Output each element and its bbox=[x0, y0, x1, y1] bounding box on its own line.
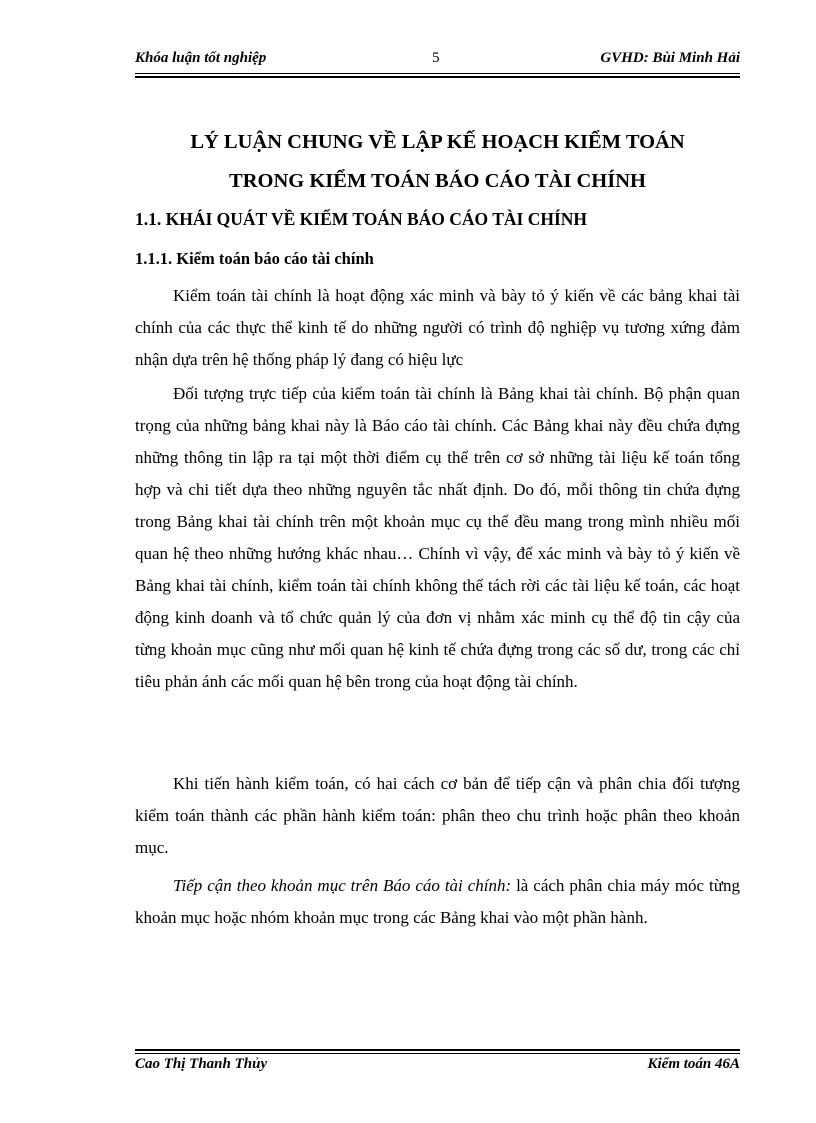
paragraph-1-text: Kiểm toán tài chính là hoạt động xác minh và bày tỏ ý kiến về các bảng khai tài chính của các thực thể kinh tế do những người có trình độ nghiệp vụ tương xứng đảm nhận dựa trên hệ thống pháp lý đang có hiệu lực bbox=[135, 286, 740, 369]
paragraph-2 bbox=[135, 378, 740, 698]
section-heading: 1.1. KHÁI QUÁT VỀ KIỂM TOÁN BÁO CÁO TÀI CHÍNH bbox=[135, 209, 588, 229]
header-supervisor: GVHD: Bùi Minh Hải bbox=[600, 50, 740, 66]
footer-rule-thin bbox=[135, 1053, 740, 1054]
page-header bbox=[135, 48, 740, 72]
paragraph-4 bbox=[135, 870, 740, 934]
paragraph-1 bbox=[135, 280, 740, 376]
paragraph-3 bbox=[135, 768, 740, 864]
paragraph-4-rest: là cách phân chia máy móc từng khoản mục hoặc nhóm khoản mục trong các Bảng khai vào một phần hành. bbox=[135, 876, 740, 927]
paragraph-4-text bbox=[135, 870, 740, 934]
paragraph-2-text: Đối tượng trực tiếp của kiểm toán tài chính là Bảng khai tài chính. Bộ phận quan trọng của những bảng khai này là Báo cáo tài chính. Các Bảng khai này đều chứa đựng những thông tin lập ra tại một thời điểm cụ thể trên cơ sở những tài liệu kế toán tổng hợp và chi tiết dựa theo những nguyên tắc nhất định. Do đó, mỗi thông tin chứa đựng trong Bảng khai tài chính trên một khoản mục cụ thể đều mang trong mình nhiều mối quan hệ theo những hướng khác nhau… Chính vì vậy, để xác minh và bày tỏ ý kiến về Bảng khai tài chính, kiểm toán tài chính không thể tách rời các tài liệu kế toán, các hoạt động kinh doanh và tổ chức quản lý của đơn vị nhằm xác minh cụ thể độ tin cậy của từng khoản mục cũng như mối quan hệ kinh tế chứa đựng trong các số dư, trong các chỉ tiêu phản ánh các mối quan hệ bên trong của hoạt động tài chính. bbox=[135, 384, 740, 691]
paragraph-4-italic-lead: Tiếp cận theo khoản mục trên Báo cáo tài chính: bbox=[173, 876, 512, 895]
header-rule-thin bbox=[135, 73, 740, 74]
footer-author: Cao Thị Thanh Thủy bbox=[135, 1056, 268, 1072]
header-thesis-label: Khóa luận tốt nghiệp bbox=[135, 50, 267, 66]
header-page-number: 5 bbox=[432, 50, 440, 66]
paragraph-3-text: Khi tiến hành kiểm toán, có hai cách cơ bản để tiếp cận và phân chia đối tượng kiểm toán thành các phần hành kiểm toán: phân theo chu trình hoặc phân theo khoản mục. bbox=[135, 774, 740, 857]
footer-class: Kiểm toán 46A bbox=[647, 1056, 740, 1072]
subsection-heading: 1.1.1. Kiểm toán báo cáo tài chính bbox=[135, 249, 374, 268]
chapter-title-line-2: TRONG KIỂM TOÁN BÁO CÁO TÀI CHÍNH bbox=[229, 170, 646, 192]
chapter-title-line-1: LÝ LUẬN CHUNG VỀ LẬP KẾ HOẠCH KIỂM TOÁN bbox=[190, 131, 685, 153]
footer-rule-thick bbox=[135, 1049, 740, 1051]
header-rule-thick bbox=[135, 76, 740, 78]
